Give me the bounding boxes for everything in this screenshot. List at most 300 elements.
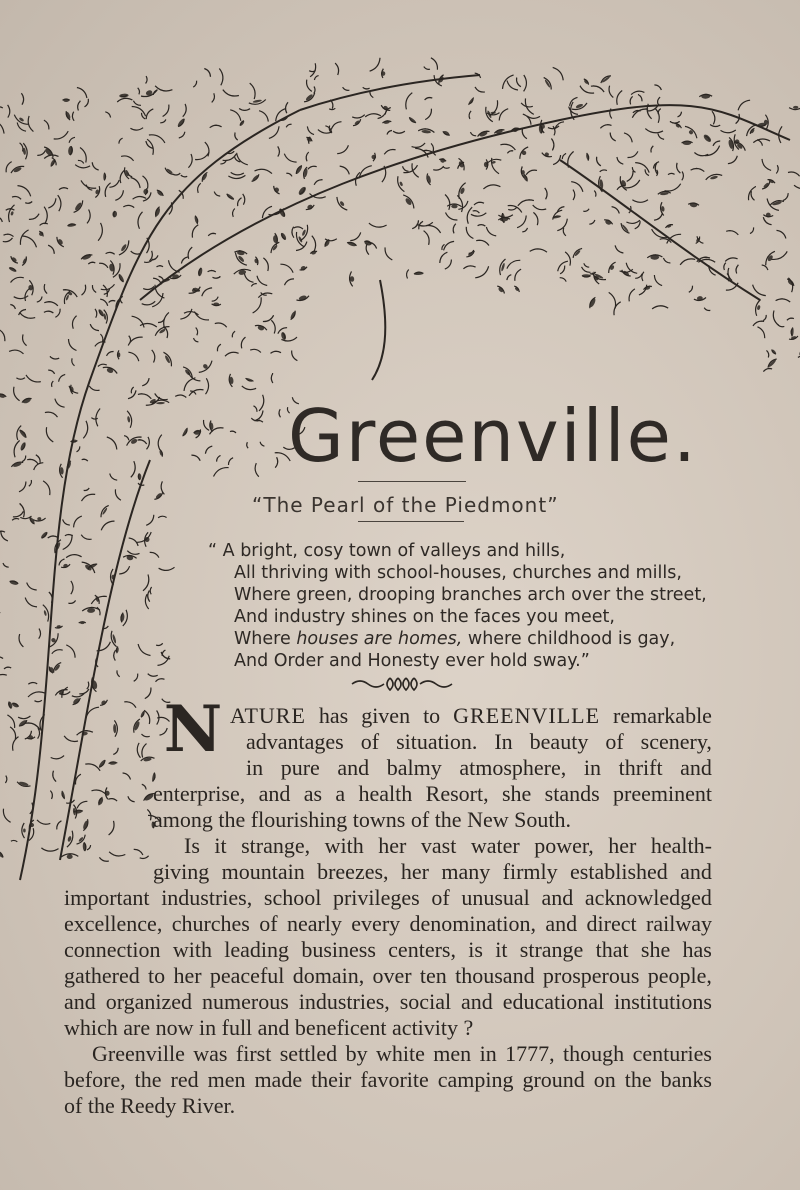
paragraph-line [64, 1015, 712, 1041]
leaf-stroke [424, 67, 430, 70]
leaf-stroke [677, 163, 681, 173]
leaf-stroke [403, 166, 409, 171]
leaf-stroke [563, 228, 566, 236]
leaf-shade [156, 402, 165, 405]
leaf-stroke [292, 227, 294, 238]
leaf-shade [68, 146, 74, 156]
leaf-stroke [27, 459, 38, 463]
leaf-stroke [128, 352, 138, 361]
leaf-stroke [244, 274, 253, 283]
paragraph-line [92, 1041, 712, 1067]
leaf-stroke [155, 393, 168, 399]
leaf-shade [67, 854, 73, 859]
leaf-stroke [325, 239, 337, 241]
leaf-stroke [263, 258, 268, 271]
leaf-stroke [142, 744, 147, 758]
leaf-stroke [680, 259, 695, 265]
leaf-stroke [426, 225, 441, 233]
leaf-stroke [43, 481, 50, 495]
leaf-stroke [99, 857, 108, 861]
leaf-stroke [121, 156, 134, 161]
leaf-stroke [463, 266, 475, 269]
leaf-stroke [138, 88, 140, 95]
word: breezes, [317, 859, 389, 884]
leaf-stroke [82, 285, 86, 296]
leaf-stroke [444, 241, 455, 250]
paragraph-line [246, 755, 712, 781]
leaf-stroke [158, 435, 162, 450]
leaf-stroke [241, 337, 245, 348]
leaf-stroke [507, 275, 511, 280]
leaf-stroke [48, 245, 54, 254]
leaf-stroke [119, 138, 123, 143]
leaf-stroke [18, 716, 30, 719]
leaf-stroke [467, 207, 472, 224]
leaf-stroke [8, 105, 10, 118]
word: prosperous [542, 963, 640, 988]
word: privileges [332, 885, 420, 910]
ornament-divider [350, 674, 454, 692]
leaf-stroke [192, 225, 198, 238]
drop-cap-letter: N [163, 693, 223, 759]
word: the [134, 1067, 162, 1092]
word: thousand [455, 963, 535, 988]
leaf-stroke [99, 263, 108, 268]
word: ground [522, 1067, 585, 1092]
leaf-stroke [710, 125, 720, 127]
leaf-stroke [691, 168, 705, 171]
leaf-stroke [130, 128, 143, 130]
paragraph-line [230, 703, 712, 729]
leaf-stroke [228, 458, 233, 465]
leaf-stroke [533, 212, 538, 225]
leaf-stroke [751, 191, 754, 200]
leaf-stroke [557, 219, 567, 231]
leaf-stroke [39, 629, 41, 639]
leaf-stroke [232, 331, 235, 337]
word: industries, [161, 885, 253, 910]
word: is [468, 937, 483, 962]
leaf-stroke [255, 463, 259, 477]
leaf-stroke [665, 184, 681, 191]
leaf-stroke [565, 252, 570, 266]
leaf-stroke [483, 185, 500, 189]
leaf-stroke [610, 133, 616, 141]
leaf-stroke [251, 284, 257, 287]
leaf-stroke [152, 350, 155, 363]
leaf-stroke [115, 190, 123, 200]
leaf-stroke [215, 323, 227, 327]
leaf-stroke [100, 334, 102, 342]
leaf-stroke [651, 146, 653, 153]
word: beauty [529, 729, 589, 754]
word: first [235, 1041, 272, 1066]
leaf-stroke [3, 809, 10, 823]
leaf-stroke [198, 183, 201, 193]
word: many [441, 859, 491, 884]
word: settled [279, 1041, 338, 1066]
word: made [254, 1067, 303, 1092]
leaf-stroke [478, 225, 486, 227]
leaf-stroke [750, 227, 754, 233]
leaf-stroke [307, 80, 312, 92]
word: on [593, 1067, 616, 1092]
leaf-stroke [635, 163, 649, 173]
word: the [624, 1067, 652, 1092]
leaf-stroke [628, 151, 638, 157]
leaf-shade [767, 254, 774, 262]
leaf-stroke [476, 240, 489, 245]
leaf-stroke [631, 91, 644, 94]
leaf-stroke [1, 531, 8, 541]
leaf-stroke [75, 165, 90, 168]
leaf-stroke [469, 111, 471, 119]
leaf-stroke [115, 489, 121, 500]
leaf-stroke [475, 266, 488, 278]
leaf-stroke [82, 459, 88, 461]
word: churches [171, 911, 250, 936]
leaf-stroke [629, 289, 635, 302]
leaf-stroke [103, 285, 107, 297]
leaf-stroke [206, 378, 209, 394]
leaf-stroke [758, 327, 765, 338]
leaf-stroke [560, 266, 565, 274]
word: business [301, 937, 376, 962]
leaf-stroke [101, 521, 114, 530]
leaf-shade [280, 332, 287, 341]
word: Is [184, 833, 200, 858]
leaf-stroke [196, 328, 198, 336]
leaf-stroke [553, 155, 561, 165]
leaf-stroke [83, 421, 87, 438]
leaf-stroke [728, 156, 737, 164]
leaf-stroke [35, 700, 42, 701]
leaf-stroke [82, 494, 96, 501]
leaf-stroke [214, 468, 229, 477]
word: and [680, 859, 712, 884]
word: in [479, 1041, 497, 1066]
word: denomination, [409, 911, 537, 936]
leaf-stroke [202, 288, 212, 296]
leaf-stroke [114, 650, 116, 661]
leaf-stroke [453, 224, 456, 234]
word: vast [420, 833, 457, 858]
leaf-stroke [194, 338, 199, 342]
leaf-stroke [425, 98, 433, 100]
leaf-stroke [78, 101, 81, 111]
leaf-stroke [138, 212, 143, 229]
leaf-stroke [517, 216, 526, 228]
leaf-stroke [553, 126, 555, 135]
leaf-stroke [412, 220, 418, 228]
leaf-shade [757, 305, 761, 310]
word: it [495, 937, 508, 962]
branch-line [372, 280, 385, 380]
leaf-stroke [152, 293, 163, 307]
leaf-stroke [757, 140, 762, 146]
leaf-shade [20, 442, 27, 451]
leaf-stroke [230, 110, 241, 121]
word: men [433, 1041, 472, 1066]
leaf-stroke [370, 58, 380, 71]
leaf-stroke [28, 682, 37, 684]
leaf-stroke [119, 566, 129, 574]
word: with [172, 937, 212, 962]
leaf-stroke [72, 316, 76, 329]
word: of [360, 729, 380, 754]
leaf-stroke [212, 93, 215, 102]
leaf-shade [67, 223, 76, 227]
leaf-stroke [74, 516, 82, 527]
leaf-stroke [87, 682, 89, 690]
word: she [501, 781, 532, 806]
leaf-stroke [55, 399, 65, 408]
leaf-stroke [65, 535, 73, 536]
leaf-stroke [12, 519, 19, 521]
leaf-stroke [90, 324, 99, 331]
leaf-stroke [16, 378, 25, 379]
leaf-stroke [526, 170, 537, 175]
word: nearly [286, 911, 342, 936]
leaf-stroke [654, 213, 663, 220]
leaf-stroke [0, 217, 2, 222]
leaf-shade [98, 759, 106, 768]
word: school [263, 885, 322, 910]
word: centuries [632, 1041, 712, 1066]
leaf-stroke [0, 657, 3, 659]
leaf-stroke [92, 285, 96, 292]
leaf-stroke [235, 133, 238, 141]
leaf-stroke [85, 99, 89, 107]
leaf-stroke [223, 90, 239, 96]
poem-line [208, 540, 768, 562]
leaf-stroke [753, 139, 770, 143]
leaf-stroke [69, 339, 77, 351]
word: industries, [298, 989, 390, 1014]
leaf-stroke [204, 420, 210, 431]
word: unusual [461, 885, 530, 910]
leaf-stroke [500, 144, 515, 150]
word: established [570, 859, 668, 884]
leaf-stroke [612, 207, 620, 214]
leaf-stroke [134, 849, 143, 855]
leaf-stroke [205, 142, 209, 156]
leaf-shade [521, 150, 527, 156]
leaf-stroke [14, 296, 29, 299]
leaf-shade [43, 610, 47, 616]
word: of [431, 885, 450, 910]
leaf-stroke [475, 87, 485, 92]
leaf-stroke [27, 583, 37, 590]
leaf-shade [702, 133, 712, 143]
leaf-shade [451, 204, 458, 208]
leaf-stroke [179, 132, 185, 138]
word: gathered [64, 963, 140, 988]
word: men [207, 1067, 246, 1092]
leaf-stroke [663, 258, 670, 263]
poem-open-quote: “ [208, 541, 218, 561]
leaf-stroke [736, 265, 738, 274]
leaf-stroke [278, 146, 280, 156]
leaf-stroke [19, 634, 23, 647]
leaf-shade [23, 828, 26, 832]
leaf-stroke [704, 308, 710, 311]
leaf-stroke [59, 374, 66, 381]
poem-line: And Order and Honesty ever hold sway.” [234, 651, 590, 671]
leaf-stroke [106, 252, 115, 254]
leaf-stroke [133, 197, 147, 200]
leaf-stroke [77, 446, 80, 451]
leaf-stroke [53, 771, 56, 782]
leaf-stroke [44, 120, 49, 129]
word: and [545, 911, 578, 936]
leaf-stroke [507, 260, 520, 268]
leaf-stroke [294, 227, 303, 229]
leaf-stroke [28, 692, 45, 697]
word: strange, [241, 833, 311, 858]
paragraph-line [153, 859, 712, 885]
leaf-shade [118, 353, 121, 358]
leaf-stroke [524, 75, 527, 91]
leaf-stroke [81, 180, 96, 188]
leaf-stroke [250, 83, 255, 99]
leaf-stroke [445, 195, 450, 210]
leaf-stroke [225, 352, 239, 356]
leaf-stroke [406, 93, 413, 110]
word: atmosphere, [459, 755, 567, 780]
word: Resort, [425, 781, 489, 806]
paragraph-line [153, 807, 712, 833]
leaf-stroke [149, 135, 165, 143]
leaf-stroke [23, 334, 27, 345]
leaf-stroke [617, 91, 622, 105]
leaf-stroke [77, 88, 87, 99]
poem-line: All thriving with school-houses, churches and mills, [234, 563, 682, 583]
leaf-stroke [583, 209, 589, 212]
leaf-stroke [20, 312, 36, 318]
leaf-stroke [188, 154, 192, 168]
leaf-stroke [29, 480, 32, 486]
leaf-stroke [131, 178, 141, 189]
word: social [399, 989, 452, 1014]
leaf-stroke [721, 130, 736, 133]
leaf-stroke [517, 78, 521, 87]
leaf-stroke [762, 265, 768, 270]
leaf-stroke [123, 773, 131, 780]
leaf-stroke [117, 670, 120, 676]
leaf-stroke [343, 87, 350, 90]
leaf-stroke [146, 109, 153, 119]
leaf-stroke [558, 261, 568, 271]
word: power, [534, 833, 594, 858]
leaf-stroke [271, 351, 282, 353]
leaf-stroke [108, 799, 117, 802]
leaf-stroke [247, 442, 248, 448]
leaf-stroke [654, 275, 662, 286]
leaf-stroke [658, 97, 661, 104]
word: red [170, 1067, 199, 1092]
word: stands [544, 781, 600, 806]
leaf-stroke [213, 277, 221, 279]
leaf-stroke [5, 776, 6, 783]
leaf-stroke [385, 247, 392, 260]
leaf-stroke [44, 302, 58, 306]
leaf-stroke [393, 131, 405, 133]
leaf-stroke [257, 276, 267, 286]
leaf-stroke [81, 535, 91, 540]
leaf-stroke [150, 552, 159, 557]
leaf-stroke [45, 412, 58, 417]
leaf-stroke [279, 409, 281, 417]
leaf-stroke [243, 194, 245, 205]
leaf-stroke [134, 674, 138, 682]
leaf-stroke [3, 238, 13, 242]
leaf-stroke [52, 381, 54, 387]
leaf-stroke [254, 406, 257, 412]
leaf-stroke [254, 411, 263, 421]
leaf-stroke [191, 455, 200, 461]
leaf-stroke [269, 126, 279, 138]
leaf-stroke [600, 170, 607, 172]
word: before, [64, 1067, 126, 1092]
leaf-stroke [573, 190, 575, 201]
word: her [173, 963, 202, 988]
word: balmy [386, 755, 442, 780]
word: firmly [502, 859, 558, 884]
leaf-stroke [626, 220, 640, 223]
leaf-stroke [314, 87, 315, 94]
word: giving [153, 859, 210, 884]
leaf-stroke [66, 645, 75, 658]
word: favorite [360, 1067, 429, 1092]
leaf-stroke [28, 116, 33, 132]
word: leading [224, 937, 290, 962]
paragraph-line [64, 989, 712, 1015]
leaf-stroke [131, 387, 133, 393]
leaf-stroke [127, 551, 139, 555]
subtitle-rule-bottom [358, 521, 464, 522]
leaf-stroke [133, 101, 141, 106]
leaf-stroke [78, 160, 84, 163]
leaf-stroke [518, 200, 534, 206]
leaf-stroke [173, 173, 180, 175]
leaf-stroke [55, 309, 60, 318]
word: among the flourishing towns of the New South. [153, 807, 571, 832]
leaf-stroke [238, 198, 242, 206]
leaf-stroke [146, 515, 154, 526]
leaf-stroke [4, 234, 14, 236]
leaf-stroke [194, 312, 209, 320]
leaf-stroke [98, 223, 102, 241]
leaf-shade [582, 274, 591, 277]
leaf-shade [118, 273, 125, 283]
paragraph-line [64, 963, 712, 989]
leaf-stroke [507, 151, 513, 154]
leaf-stroke [570, 97, 578, 106]
word: and [64, 989, 96, 1014]
paragraph-line [64, 911, 712, 937]
leaf-shade [18, 429, 27, 439]
leaf-shade [297, 186, 307, 197]
word: that [595, 937, 629, 962]
leaf-stroke [412, 143, 426, 147]
leaf-stroke [4, 667, 11, 669]
leaf-stroke [275, 457, 278, 468]
word: connection [64, 937, 161, 962]
leaf-stroke [10, 305, 15, 310]
leaf-stroke [617, 157, 623, 164]
leaf-stroke [363, 87, 370, 89]
